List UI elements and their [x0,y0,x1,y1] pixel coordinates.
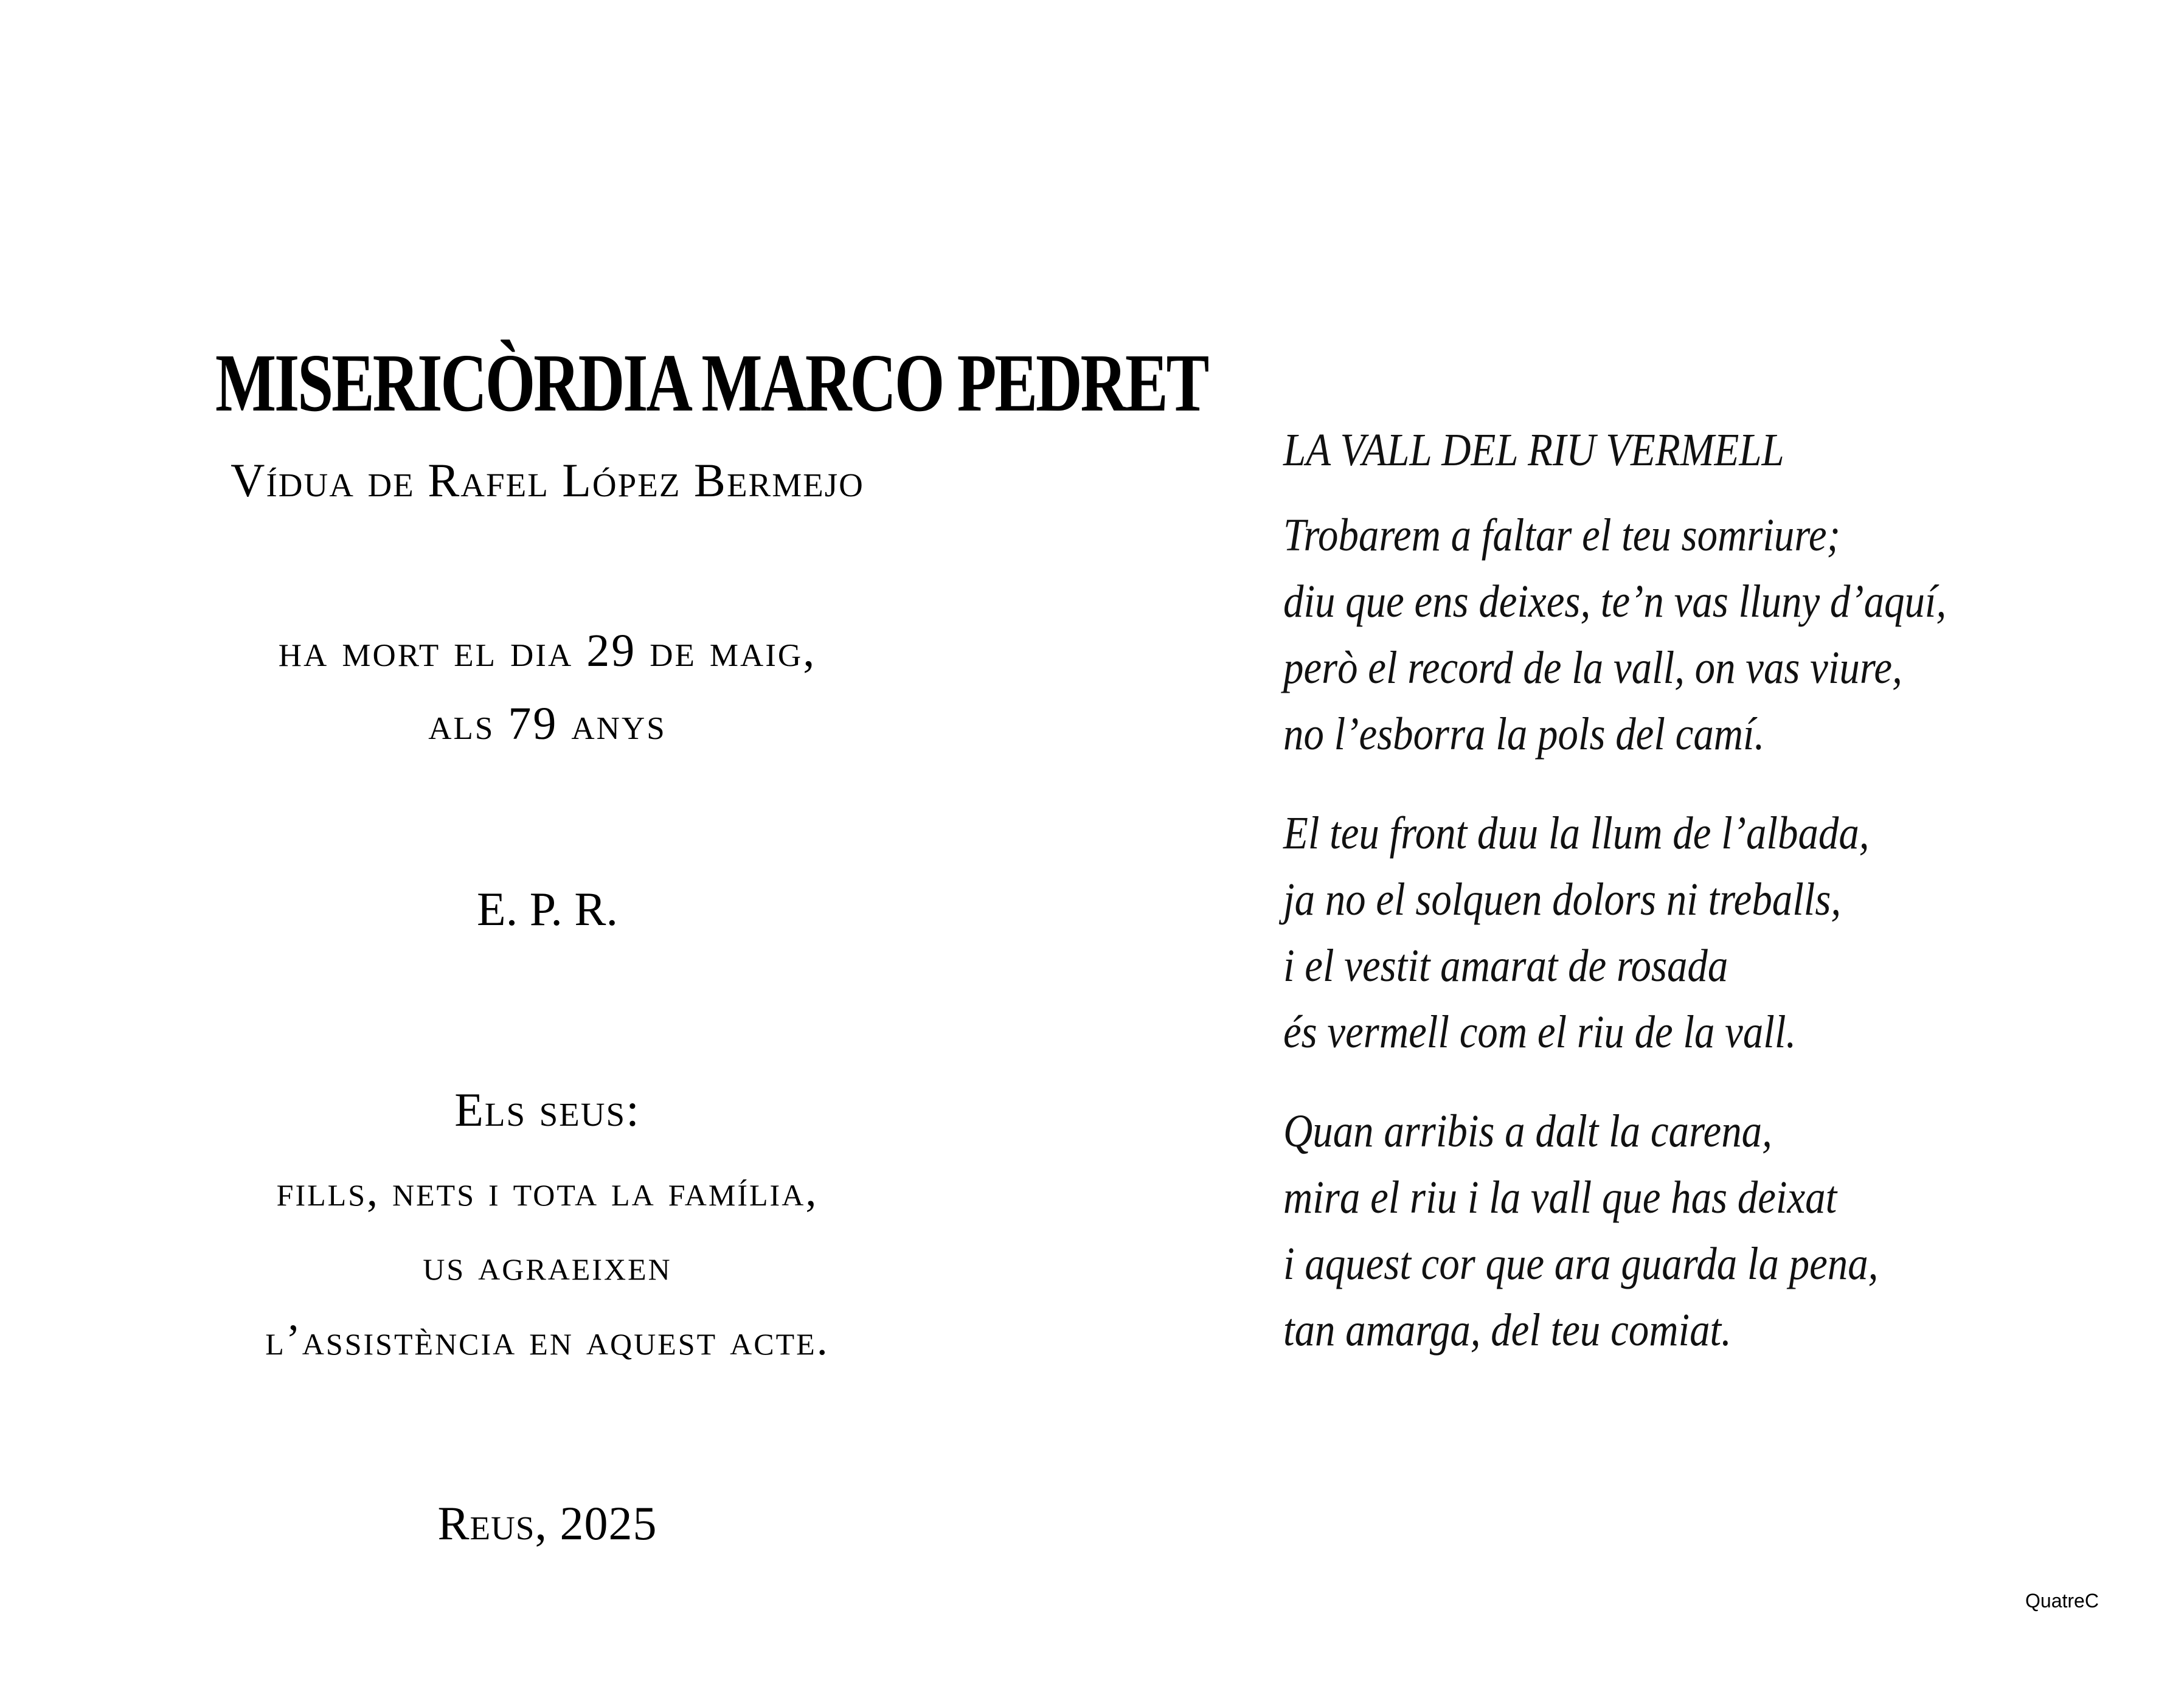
poem-line: i el vestit amarat de rosada [1283,940,1728,991]
poem-stanza-3 [1283,1098,2074,1364]
family-attendance-line: l’assistència en aquest acte. [265,1315,830,1364]
rip-line: E. P. R. [477,882,618,935]
poem-stanza-2 [1283,800,2074,1066]
poem-line: El teu front duu la llum de l’albada, [1283,808,1870,859]
poem-line: tan amarga, del teu comiat. [1283,1305,1732,1356]
poem [1283,420,2074,1396]
deceased-name: MISERICÒRDIA MARCO PEDRET [215,338,1208,429]
poem-line: Trobarem a faltar el teu somriure; [1283,510,1840,561]
poem-line: mira el riu i la vall que has deixat [1283,1172,1837,1223]
poem-title: LA VALL DEL RIU VERMELL [1283,425,1784,476]
family-thanks-line: us agraeixen [423,1241,672,1289]
poem-line: diu que ens deixes, te’n vas lluny d’aquí, [1283,576,1947,627]
poem-line: no l’esborra la pols del camí. [1283,709,1765,760]
poem-line: i aquest cor que ara guarda la pena, [1283,1238,1879,1289]
printer-credit: QuatreC [2025,1590,2099,1612]
place-year: Reus, 2025 [437,1497,657,1550]
poem-stanza-1 [1283,502,2074,768]
poem-line: Quan arribis a dalt la carena, [1283,1106,1772,1157]
family-members-line: fills, nets i tota la família, [276,1166,819,1215]
family-heading: Els seus: [454,1083,640,1136]
obituary-left-column [122,0,1208,1681]
death-date-line: ha mort el dia 29 de maig, [278,625,817,676]
poem-line: ja no el solquen dolors ni treballs, [1283,874,1842,925]
age-line: als 79 anys [428,698,667,749]
poem-line: és vermell com el riu de la vall. [1283,1007,1797,1058]
widow-line: Vídua de Rafel López Bermejo [231,454,864,507]
poem-line: però el record de la vall, on vas viure, [1283,642,1902,693]
